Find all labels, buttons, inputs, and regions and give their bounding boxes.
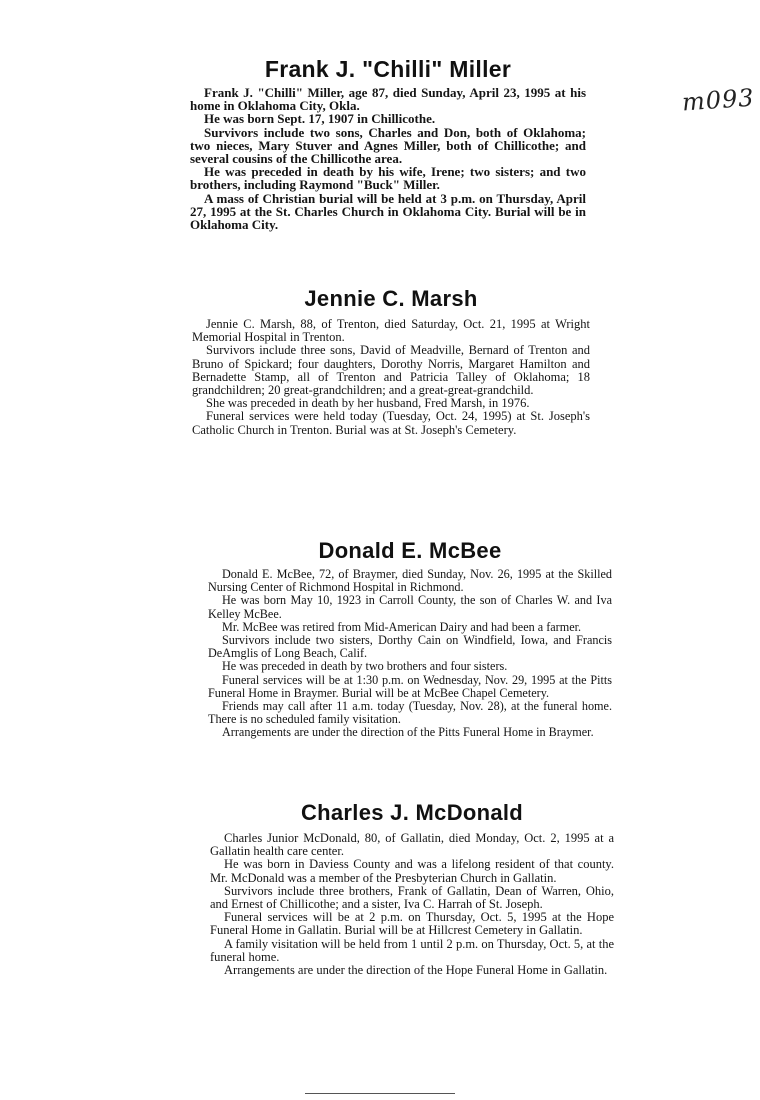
obituary-paragraph: He was preceded in death by two brothers and four sisters.	[222, 659, 508, 674]
obituary-body	[208, 568, 612, 740]
obituary-paragraph: Survivors include three brothers, Frank of Gallatin, Dean of Warren, Ohio, and Ernest of Chillicothe; and a sister, Iva C. Harrah of St. Joseph.	[210, 883, 614, 912]
obituary-body	[190, 86, 586, 231]
obituary-name: Frank J. "Chilli" Miller	[264, 56, 512, 82]
obituary-paragraph: She was preceded in death by her husband, Fred Marsh, in 1976.	[206, 396, 530, 411]
obituary-name: Jennie C. Marsh	[304, 286, 478, 311]
obituary-paragraph: A family visitation will be held from 1 until 2 p.m. on Thursday, Oct. 5, at the funeral home.	[210, 936, 614, 964]
obituary-paragraph: Arrangements are under the direction of the Hope Funeral Home in Gallatin.	[224, 963, 608, 978]
obituary-paragraph: Survivors include three sons, David of Meadville, Bernard of Trenton and Bruno of Spickard; four daughters, Dorothy Norris, Margaret Hamilton and Bernadette Stamp, all of Trenton and Patricia Talley of Oklahoma; 18 grandchildren; 20 great-grandchildren; and a great-great-grandchild.	[192, 343, 590, 398]
obituary-paragraph: Survivors include two sisters, Dorthy Cain on Windfield, Iowa, and Francis DeAmglis of Long Beach, Calif.	[208, 633, 612, 661]
obituary-name: Charles J. McDonald	[300, 800, 524, 825]
obituary-paragraph: He was born May 10, 1923 in Carroll County, the son of Charles W. and Iva Kelley McBee.	[208, 593, 612, 621]
obituary-name: Donald E. McBee	[318, 538, 502, 563]
obituary-paragraph: Friends may call after 11 a.m. today (Tuesday, Nov. 28), at the funeral home. There is no scheduled family visitation.	[208, 699, 612, 727]
obituary-body	[210, 832, 614, 977]
obituary-paragraph: Funeral services will be at 1:30 p.m. on Wednesday, Nov. 29, 1995 at the Pitts Funeral Home in Braymer. Burial will be at McBee Chapel Cemetery.	[208, 672, 612, 700]
obituary-paragraph: Arrangements are under the direction of the Pitts Funeral Home in Braymer.	[222, 725, 594, 740]
obituary-paragraph: Survivors include two sons, Charles and Don, both of Oklahoma; two nieces, Mary Stuver and Agnes Miller, both of Chillicothe; and several cousins of the Chillicothe area.	[190, 124, 586, 167]
obituary-donald-mcbee	[208, 538, 612, 740]
handwritten-annotation: m093	[681, 83, 756, 117]
obituary-paragraph: Funeral services will be at 2 p.m. on Thursday, Oct. 5, 1995 at the Hope Funeral Home in Gallatin. Burial will be at Hillcrest Cemetery in Gallatin.	[210, 910, 614, 938]
obituary-paragraph: He was preceded in death by his wife, Irene; two sisters; and two brothers, including Raymond "Buck" Miller.	[190, 164, 586, 193]
obituary-paragraph: Donald E. McBee, 72, of Braymer, died Sunday, Nov. 26, 1995 at the Skilled Nursing Center of Richmond Hospital in Richmond.	[208, 567, 612, 595]
obituary-paragraph: Charles Junior McDonald, 80, of Gallatin, died Monday, Oct. 2, 1995 at a Gallatin health care center.	[210, 831, 614, 859]
obituary-paragraph: Funeral services were held today (Tuesday, Oct. 24, 1995) at St. Joseph's Catholic Church in Trenton. Burial was at St. Joseph's Cemetery.	[192, 409, 590, 437]
obituary-paragraph: He was born in Daviess County and was a lifelong resident of that county. Mr. McDonald was a member of the Presbyterian Church in Gallatin.	[210, 857, 614, 885]
obituary-paragraph: A mass of Christian burial will be held at 3 p.m. on Thursday, April 27, 1995 at the St. Charles Church in Oklahoma City. Burial will be in Oklahoma City.	[190, 190, 586, 233]
obituary-paragraph: Frank J. "Chilli" Miller, age 87, died Sunday, April 23, 1995 at his home in Oklahoma City, Okla.	[190, 85, 586, 114]
footer-rule	[305, 1093, 455, 1094]
obituary-paragraph: Jennie C. Marsh, 88, of Trenton, died Saturday, Oct. 21, 1995 at Wright Memorial Hospital in Trenton.	[192, 317, 590, 345]
obituary-paragraph: Mr. McBee was retired from Mid-American Dairy and had been a farmer.	[222, 619, 582, 634]
obituary-jennie-marsh	[192, 286, 590, 437]
obituary-charles-mcdonald	[210, 800, 614, 977]
obituary-frank-miller	[190, 56, 586, 231]
obituary-body	[192, 318, 590, 437]
obituary-paragraph: He was born Sept. 17, 1907 in Chillicothe.	[204, 111, 436, 127]
